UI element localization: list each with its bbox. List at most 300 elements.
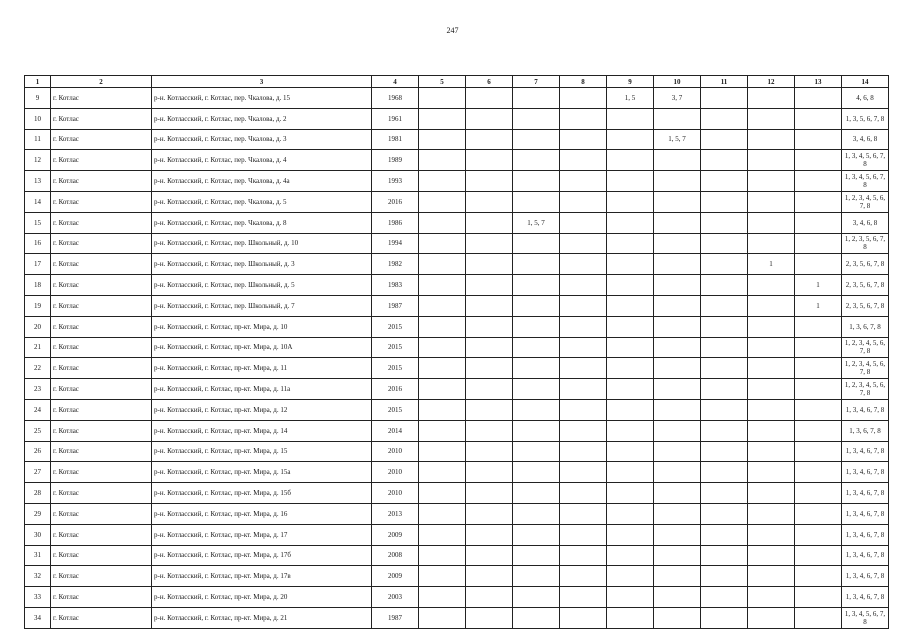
col-6-cell xyxy=(466,88,513,109)
col-14-cell: 1, 3, 4, 6, 7, 8 xyxy=(842,441,889,462)
col-13-cell xyxy=(795,233,842,254)
row-number-cell: 25 xyxy=(25,420,51,441)
col-10-cell: 1, 5, 7 xyxy=(654,129,701,150)
column-header-14: 14 xyxy=(842,76,889,88)
year-cell: 1981 xyxy=(372,129,419,150)
col-13-cell: 1 xyxy=(795,295,842,316)
col-9-cell xyxy=(607,545,654,566)
col-7-cell xyxy=(513,607,560,628)
col-7-cell xyxy=(513,545,560,566)
col-10-cell xyxy=(654,254,701,275)
table-row xyxy=(25,462,889,483)
col-10-cell xyxy=(654,399,701,420)
address-cell: р-н. Котласский, г. Котлас, пер. Чкалова, д. 5 xyxy=(152,191,372,212)
settlement-cell: г. Котлас xyxy=(51,254,152,275)
col-6-cell xyxy=(466,108,513,129)
year-cell: 1993 xyxy=(372,171,419,192)
table-row xyxy=(25,524,889,545)
col-6-cell xyxy=(466,566,513,587)
col-9-cell xyxy=(607,587,654,608)
col-8-cell xyxy=(560,275,607,296)
col-8-cell xyxy=(560,462,607,483)
col-8-cell xyxy=(560,233,607,254)
col-6-cell xyxy=(466,379,513,400)
table-row xyxy=(25,545,889,566)
year-cell: 2008 xyxy=(372,545,419,566)
col-5-cell xyxy=(419,337,466,358)
table-row xyxy=(25,254,889,275)
col-12-cell xyxy=(748,129,795,150)
col-8-cell xyxy=(560,441,607,462)
housing-register-table xyxy=(24,75,889,629)
col-9-cell xyxy=(607,379,654,400)
table-row xyxy=(25,420,889,441)
col-10-cell xyxy=(654,566,701,587)
col-11-cell xyxy=(701,399,748,420)
col-11-cell xyxy=(701,233,748,254)
settlement-cell: г. Котлас xyxy=(51,212,152,233)
col-10-cell xyxy=(654,587,701,608)
col-13-cell xyxy=(795,254,842,275)
col-5-cell xyxy=(419,503,466,524)
table-row xyxy=(25,191,889,212)
year-cell: 2016 xyxy=(372,379,419,400)
col-10-cell xyxy=(654,358,701,379)
table-row xyxy=(25,171,889,192)
col-10-cell xyxy=(654,108,701,129)
col-7-cell xyxy=(513,524,560,545)
col-6-cell xyxy=(466,483,513,504)
col-7-cell: 1, 5, 7 xyxy=(513,212,560,233)
settlement-cell: г. Котлас xyxy=(51,108,152,129)
col-11-cell xyxy=(701,88,748,109)
year-cell: 2013 xyxy=(372,503,419,524)
col-6-cell xyxy=(466,607,513,628)
col-7-cell xyxy=(513,233,560,254)
row-number-cell: 21 xyxy=(25,337,51,358)
col-5-cell xyxy=(419,545,466,566)
col-8-cell xyxy=(560,108,607,129)
year-cell: 1994 xyxy=(372,233,419,254)
header-row xyxy=(25,76,889,88)
col-8-cell xyxy=(560,316,607,337)
col-11-cell xyxy=(701,607,748,628)
col-5-cell xyxy=(419,399,466,420)
col-9-cell xyxy=(607,191,654,212)
col-7-cell xyxy=(513,254,560,275)
year-cell: 2015 xyxy=(372,399,419,420)
year-cell: 2003 xyxy=(372,587,419,608)
col-13-cell xyxy=(795,316,842,337)
column-header-9: 9 xyxy=(607,76,654,88)
col-11-cell xyxy=(701,524,748,545)
settlement-cell: г. Котлас xyxy=(51,503,152,524)
address-cell: р-н. Котласский, г. Котлас, пр-кт. Мира, д. 17б xyxy=(152,545,372,566)
column-header-2: 2 xyxy=(51,76,152,88)
col-5-cell xyxy=(419,462,466,483)
row-number-cell: 29 xyxy=(25,503,51,524)
col-5-cell xyxy=(419,212,466,233)
address-cell: р-н. Котласский, г. Котлас, пер. Чкалова, д. 2 xyxy=(152,108,372,129)
col-6-cell xyxy=(466,358,513,379)
column-header-1: 1 xyxy=(25,76,51,88)
col-13-cell: 1 xyxy=(795,275,842,296)
settlement-cell: г. Котлас xyxy=(51,233,152,254)
row-number-cell: 12 xyxy=(25,150,51,171)
col-14-cell: 2, 3, 5, 6, 7, 8 xyxy=(842,254,889,275)
col-5-cell xyxy=(419,587,466,608)
row-number-cell: 24 xyxy=(25,399,51,420)
column-header-4: 4 xyxy=(372,76,419,88)
row-number-cell: 28 xyxy=(25,483,51,504)
col-7-cell xyxy=(513,88,560,109)
col-9-cell xyxy=(607,462,654,483)
settlement-cell: г. Котлас xyxy=(51,441,152,462)
col-14-cell: 2, 3, 5, 6, 7, 8 xyxy=(842,275,889,296)
col-8-cell xyxy=(560,379,607,400)
table-row xyxy=(25,295,889,316)
col-6-cell xyxy=(466,150,513,171)
row-number-cell: 11 xyxy=(25,129,51,150)
col-13-cell xyxy=(795,129,842,150)
col-13-cell xyxy=(795,524,842,545)
address-cell: р-н. Котласский, г. Котлас, пр-кт. Мира, д. 10А xyxy=(152,337,372,358)
table-row xyxy=(25,503,889,524)
col-8-cell xyxy=(560,566,607,587)
col-11-cell xyxy=(701,545,748,566)
year-cell: 2015 xyxy=(372,337,419,358)
col-11-cell xyxy=(701,379,748,400)
row-number-cell: 13 xyxy=(25,171,51,192)
col-8-cell xyxy=(560,295,607,316)
col-13-cell xyxy=(795,587,842,608)
year-cell: 2016 xyxy=(372,191,419,212)
col-7-cell xyxy=(513,108,560,129)
column-header-11: 11 xyxy=(701,76,748,88)
col-11-cell xyxy=(701,129,748,150)
row-number-cell: 19 xyxy=(25,295,51,316)
year-cell: 1987 xyxy=(372,607,419,628)
col-10-cell xyxy=(654,171,701,192)
col-10-cell xyxy=(654,441,701,462)
col-10-cell xyxy=(654,150,701,171)
col-14-cell: 4, 6, 8 xyxy=(842,88,889,109)
col-8-cell xyxy=(560,587,607,608)
col-13-cell xyxy=(795,566,842,587)
col-12-cell xyxy=(748,462,795,483)
year-cell: 1989 xyxy=(372,150,419,171)
col-11-cell xyxy=(701,108,748,129)
col-6-cell xyxy=(466,171,513,192)
settlement-cell: г. Котлас xyxy=(51,337,152,358)
col-7-cell xyxy=(513,420,560,441)
col-10-cell xyxy=(654,295,701,316)
settlement-cell: г. Котлас xyxy=(51,191,152,212)
col-12-cell: 1 xyxy=(748,254,795,275)
col-9-cell xyxy=(607,275,654,296)
address-cell: р-н. Котласский, г. Котлас, пер. Школьный, д. 3 xyxy=(152,254,372,275)
year-cell: 2015 xyxy=(372,358,419,379)
col-5-cell xyxy=(419,108,466,129)
col-14-cell: 1, 3, 4, 6, 7, 8 xyxy=(842,566,889,587)
table-row xyxy=(25,587,889,608)
col-12-cell xyxy=(748,607,795,628)
year-cell: 1982 xyxy=(372,254,419,275)
row-number-cell: 22 xyxy=(25,358,51,379)
col-10-cell xyxy=(654,316,701,337)
col-14-cell: 1, 3, 4, 6, 7, 8 xyxy=(842,462,889,483)
col-12-cell xyxy=(748,587,795,608)
column-header-10: 10 xyxy=(654,76,701,88)
col-11-cell xyxy=(701,462,748,483)
address-cell: р-н. Котласский, г. Котлас, пер. Чкалова, д. 8 xyxy=(152,212,372,233)
col-12-cell xyxy=(748,233,795,254)
col-14-cell: 1, 3, 4, 6, 7, 8 xyxy=(842,399,889,420)
col-5-cell xyxy=(419,379,466,400)
address-cell: р-н. Котласский, г. Котлас, пр-кт. Мира, д. 17 xyxy=(152,524,372,545)
row-number-cell: 14 xyxy=(25,191,51,212)
col-10-cell xyxy=(654,337,701,358)
address-cell: р-н. Котласский, г. Котлас, пр-кт. Мира, д. 15б xyxy=(152,483,372,504)
col-6-cell xyxy=(466,441,513,462)
col-6-cell xyxy=(466,212,513,233)
row-number-cell: 17 xyxy=(25,254,51,275)
col-9-cell xyxy=(607,566,654,587)
settlement-cell: г. Котлас xyxy=(51,399,152,420)
col-5-cell xyxy=(419,524,466,545)
row-number-cell: 18 xyxy=(25,275,51,296)
table-row xyxy=(25,399,889,420)
column-header-6: 6 xyxy=(466,76,513,88)
col-12-cell xyxy=(748,379,795,400)
col-7-cell xyxy=(513,399,560,420)
col-6-cell xyxy=(466,462,513,483)
col-5-cell xyxy=(419,191,466,212)
col-11-cell xyxy=(701,587,748,608)
col-12-cell xyxy=(748,483,795,504)
year-cell: 2010 xyxy=(372,441,419,462)
col-8-cell xyxy=(560,337,607,358)
col-14-cell: 1, 3, 4, 6, 7, 8 xyxy=(842,545,889,566)
settlement-cell: г. Котлас xyxy=(51,295,152,316)
col-5-cell xyxy=(419,316,466,337)
row-number-cell: 32 xyxy=(25,566,51,587)
row-number-cell: 16 xyxy=(25,233,51,254)
year-cell: 1961 xyxy=(372,108,419,129)
col-5-cell xyxy=(419,483,466,504)
col-5-cell xyxy=(419,420,466,441)
col-7-cell xyxy=(513,462,560,483)
col-13-cell xyxy=(795,150,842,171)
col-9-cell xyxy=(607,129,654,150)
col-9-cell xyxy=(607,295,654,316)
col-5-cell xyxy=(419,441,466,462)
col-13-cell xyxy=(795,337,842,358)
table-row xyxy=(25,316,889,337)
settlement-cell: г. Котлас xyxy=(51,129,152,150)
year-cell: 2010 xyxy=(372,483,419,504)
col-10-cell xyxy=(654,379,701,400)
col-11-cell xyxy=(701,212,748,233)
column-header-7: 7 xyxy=(513,76,560,88)
col-6-cell xyxy=(466,295,513,316)
col-7-cell xyxy=(513,191,560,212)
table-row xyxy=(25,212,889,233)
settlement-cell: г. Котлас xyxy=(51,483,152,504)
year-cell: 2014 xyxy=(372,420,419,441)
table-row xyxy=(25,441,889,462)
col-12-cell xyxy=(748,399,795,420)
column-header-5: 5 xyxy=(419,76,466,88)
address-cell: р-н. Котласский, г. Котлас, пер. Школьный, д. 10 xyxy=(152,233,372,254)
col-9-cell xyxy=(607,337,654,358)
col-10-cell xyxy=(654,503,701,524)
col-6-cell xyxy=(466,587,513,608)
col-10-cell xyxy=(654,524,701,545)
col-6-cell xyxy=(466,191,513,212)
row-number-cell: 9 xyxy=(25,88,51,109)
col-8-cell xyxy=(560,88,607,109)
settlement-cell: г. Котлас xyxy=(51,462,152,483)
col-5-cell xyxy=(419,150,466,171)
row-number-cell: 15 xyxy=(25,212,51,233)
address-cell: р-н. Котласский, г. Котлас, пр-кт. Мира, д. 16 xyxy=(152,503,372,524)
row-number-cell: 20 xyxy=(25,316,51,337)
col-14-cell: 3, 4, 6, 8 xyxy=(842,212,889,233)
col-9-cell xyxy=(607,150,654,171)
col-13-cell xyxy=(795,358,842,379)
address-cell: р-н. Котласский, г. Котлас, пр-кт. Мира, д. 11а xyxy=(152,379,372,400)
col-13-cell xyxy=(795,441,842,462)
table-row xyxy=(25,88,889,109)
row-number-cell: 26 xyxy=(25,441,51,462)
col-8-cell xyxy=(560,358,607,379)
col-13-cell xyxy=(795,503,842,524)
table-row xyxy=(25,483,889,504)
settlement-cell: г. Котлас xyxy=(51,275,152,296)
col-5-cell xyxy=(419,607,466,628)
col-11-cell xyxy=(701,150,748,171)
address-cell: р-н. Котласский, г. Котлас, пер. Школьный, д. 7 xyxy=(152,295,372,316)
table-row xyxy=(25,337,889,358)
address-cell: р-н. Котласский, г. Котлас, пер. Чкалова, д. 3 xyxy=(152,129,372,150)
col-8-cell xyxy=(560,150,607,171)
col-12-cell xyxy=(748,295,795,316)
col-7-cell xyxy=(513,566,560,587)
col-8-cell xyxy=(560,191,607,212)
settlement-cell: г. Котлас xyxy=(51,358,152,379)
col-10-cell xyxy=(654,212,701,233)
col-5-cell xyxy=(419,129,466,150)
col-14-cell: 1, 3, 6, 7, 8 xyxy=(842,420,889,441)
col-6-cell xyxy=(466,254,513,275)
col-11-cell xyxy=(701,191,748,212)
col-9-cell xyxy=(607,420,654,441)
col-13-cell xyxy=(795,108,842,129)
col-14-cell: 1, 2, 3, 4, 5, 6, 7, 8 xyxy=(842,379,889,400)
col-11-cell xyxy=(701,420,748,441)
col-8-cell xyxy=(560,607,607,628)
col-6-cell xyxy=(466,316,513,337)
col-7-cell xyxy=(513,483,560,504)
col-11-cell xyxy=(701,358,748,379)
year-cell: 2015 xyxy=(372,316,419,337)
settlement-cell: г. Котлас xyxy=(51,88,152,109)
year-cell: 1986 xyxy=(372,212,419,233)
col-9-cell xyxy=(607,399,654,420)
col-8-cell xyxy=(560,212,607,233)
col-12-cell xyxy=(748,566,795,587)
col-13-cell xyxy=(795,88,842,109)
col-8-cell xyxy=(560,399,607,420)
col-6-cell xyxy=(466,503,513,524)
col-7-cell xyxy=(513,337,560,358)
col-14-cell: 1, 3, 5, 6, 7, 8 xyxy=(842,108,889,129)
year-cell: 1968 xyxy=(372,88,419,109)
settlement-cell: г. Котлас xyxy=(51,587,152,608)
address-cell: р-н. Котласский, г. Котлас, пр-кт. Мира, д. 12 xyxy=(152,399,372,420)
col-14-cell: 1, 2, 3, 4, 5, 6, 7, 8 xyxy=(842,337,889,358)
settlement-cell: г. Котлас xyxy=(51,150,152,171)
col-14-cell: 1, 3, 4, 5, 6, 7, 8 xyxy=(842,150,889,171)
col-11-cell xyxy=(701,483,748,504)
address-cell: р-н. Котласский, г. Котлас, пер. Чкалова, д. 4а xyxy=(152,171,372,192)
settlement-cell: г. Котлас xyxy=(51,524,152,545)
col-10-cell xyxy=(654,483,701,504)
col-5-cell xyxy=(419,275,466,296)
col-12-cell xyxy=(748,150,795,171)
col-9-cell xyxy=(607,254,654,275)
col-10-cell: 3, 7 xyxy=(654,88,701,109)
row-number-cell: 10 xyxy=(25,108,51,129)
row-number-cell: 33 xyxy=(25,587,51,608)
year-cell: 1983 xyxy=(372,275,419,296)
col-12-cell xyxy=(748,503,795,524)
col-5-cell xyxy=(419,358,466,379)
col-8-cell xyxy=(560,254,607,275)
col-9-cell xyxy=(607,503,654,524)
col-6-cell xyxy=(466,129,513,150)
address-cell: р-н. Котласский, г. Котлас, пр-кт. Мира, д. 15а xyxy=(152,462,372,483)
address-cell: р-н. Котласский, г. Котлас, пр-кт. Мира, д. 17в xyxy=(152,566,372,587)
address-cell: р-н. Котласский, г. Котлас, пер. Чкалова, д. 4 xyxy=(152,150,372,171)
col-11-cell xyxy=(701,441,748,462)
address-cell: р-н. Котласский, г. Котлас, пер. Школьный, д. 5 xyxy=(152,275,372,296)
table-row xyxy=(25,607,889,628)
page-number: 247 xyxy=(446,26,459,35)
column-header-8: 8 xyxy=(560,76,607,88)
col-11-cell xyxy=(701,503,748,524)
col-13-cell xyxy=(795,607,842,628)
col-10-cell xyxy=(654,607,701,628)
col-7-cell xyxy=(513,379,560,400)
col-12-cell xyxy=(748,191,795,212)
col-6-cell xyxy=(466,399,513,420)
col-14-cell: 2, 3, 5, 6, 7, 8 xyxy=(842,295,889,316)
col-14-cell: 1, 2, 3, 4, 5, 6, 7, 8 xyxy=(842,191,889,212)
col-13-cell xyxy=(795,399,842,420)
col-13-cell xyxy=(795,379,842,400)
col-14-cell: 1, 3, 6, 7, 8 xyxy=(842,316,889,337)
col-9-cell xyxy=(607,524,654,545)
col-12-cell xyxy=(748,420,795,441)
table-body xyxy=(25,88,889,629)
col-12-cell xyxy=(748,358,795,379)
col-7-cell xyxy=(513,587,560,608)
address-cell: р-н. Котласский, г. Котлас, пр-кт. Мира, д. 10 xyxy=(152,316,372,337)
col-9-cell xyxy=(607,233,654,254)
col-12-cell xyxy=(748,524,795,545)
